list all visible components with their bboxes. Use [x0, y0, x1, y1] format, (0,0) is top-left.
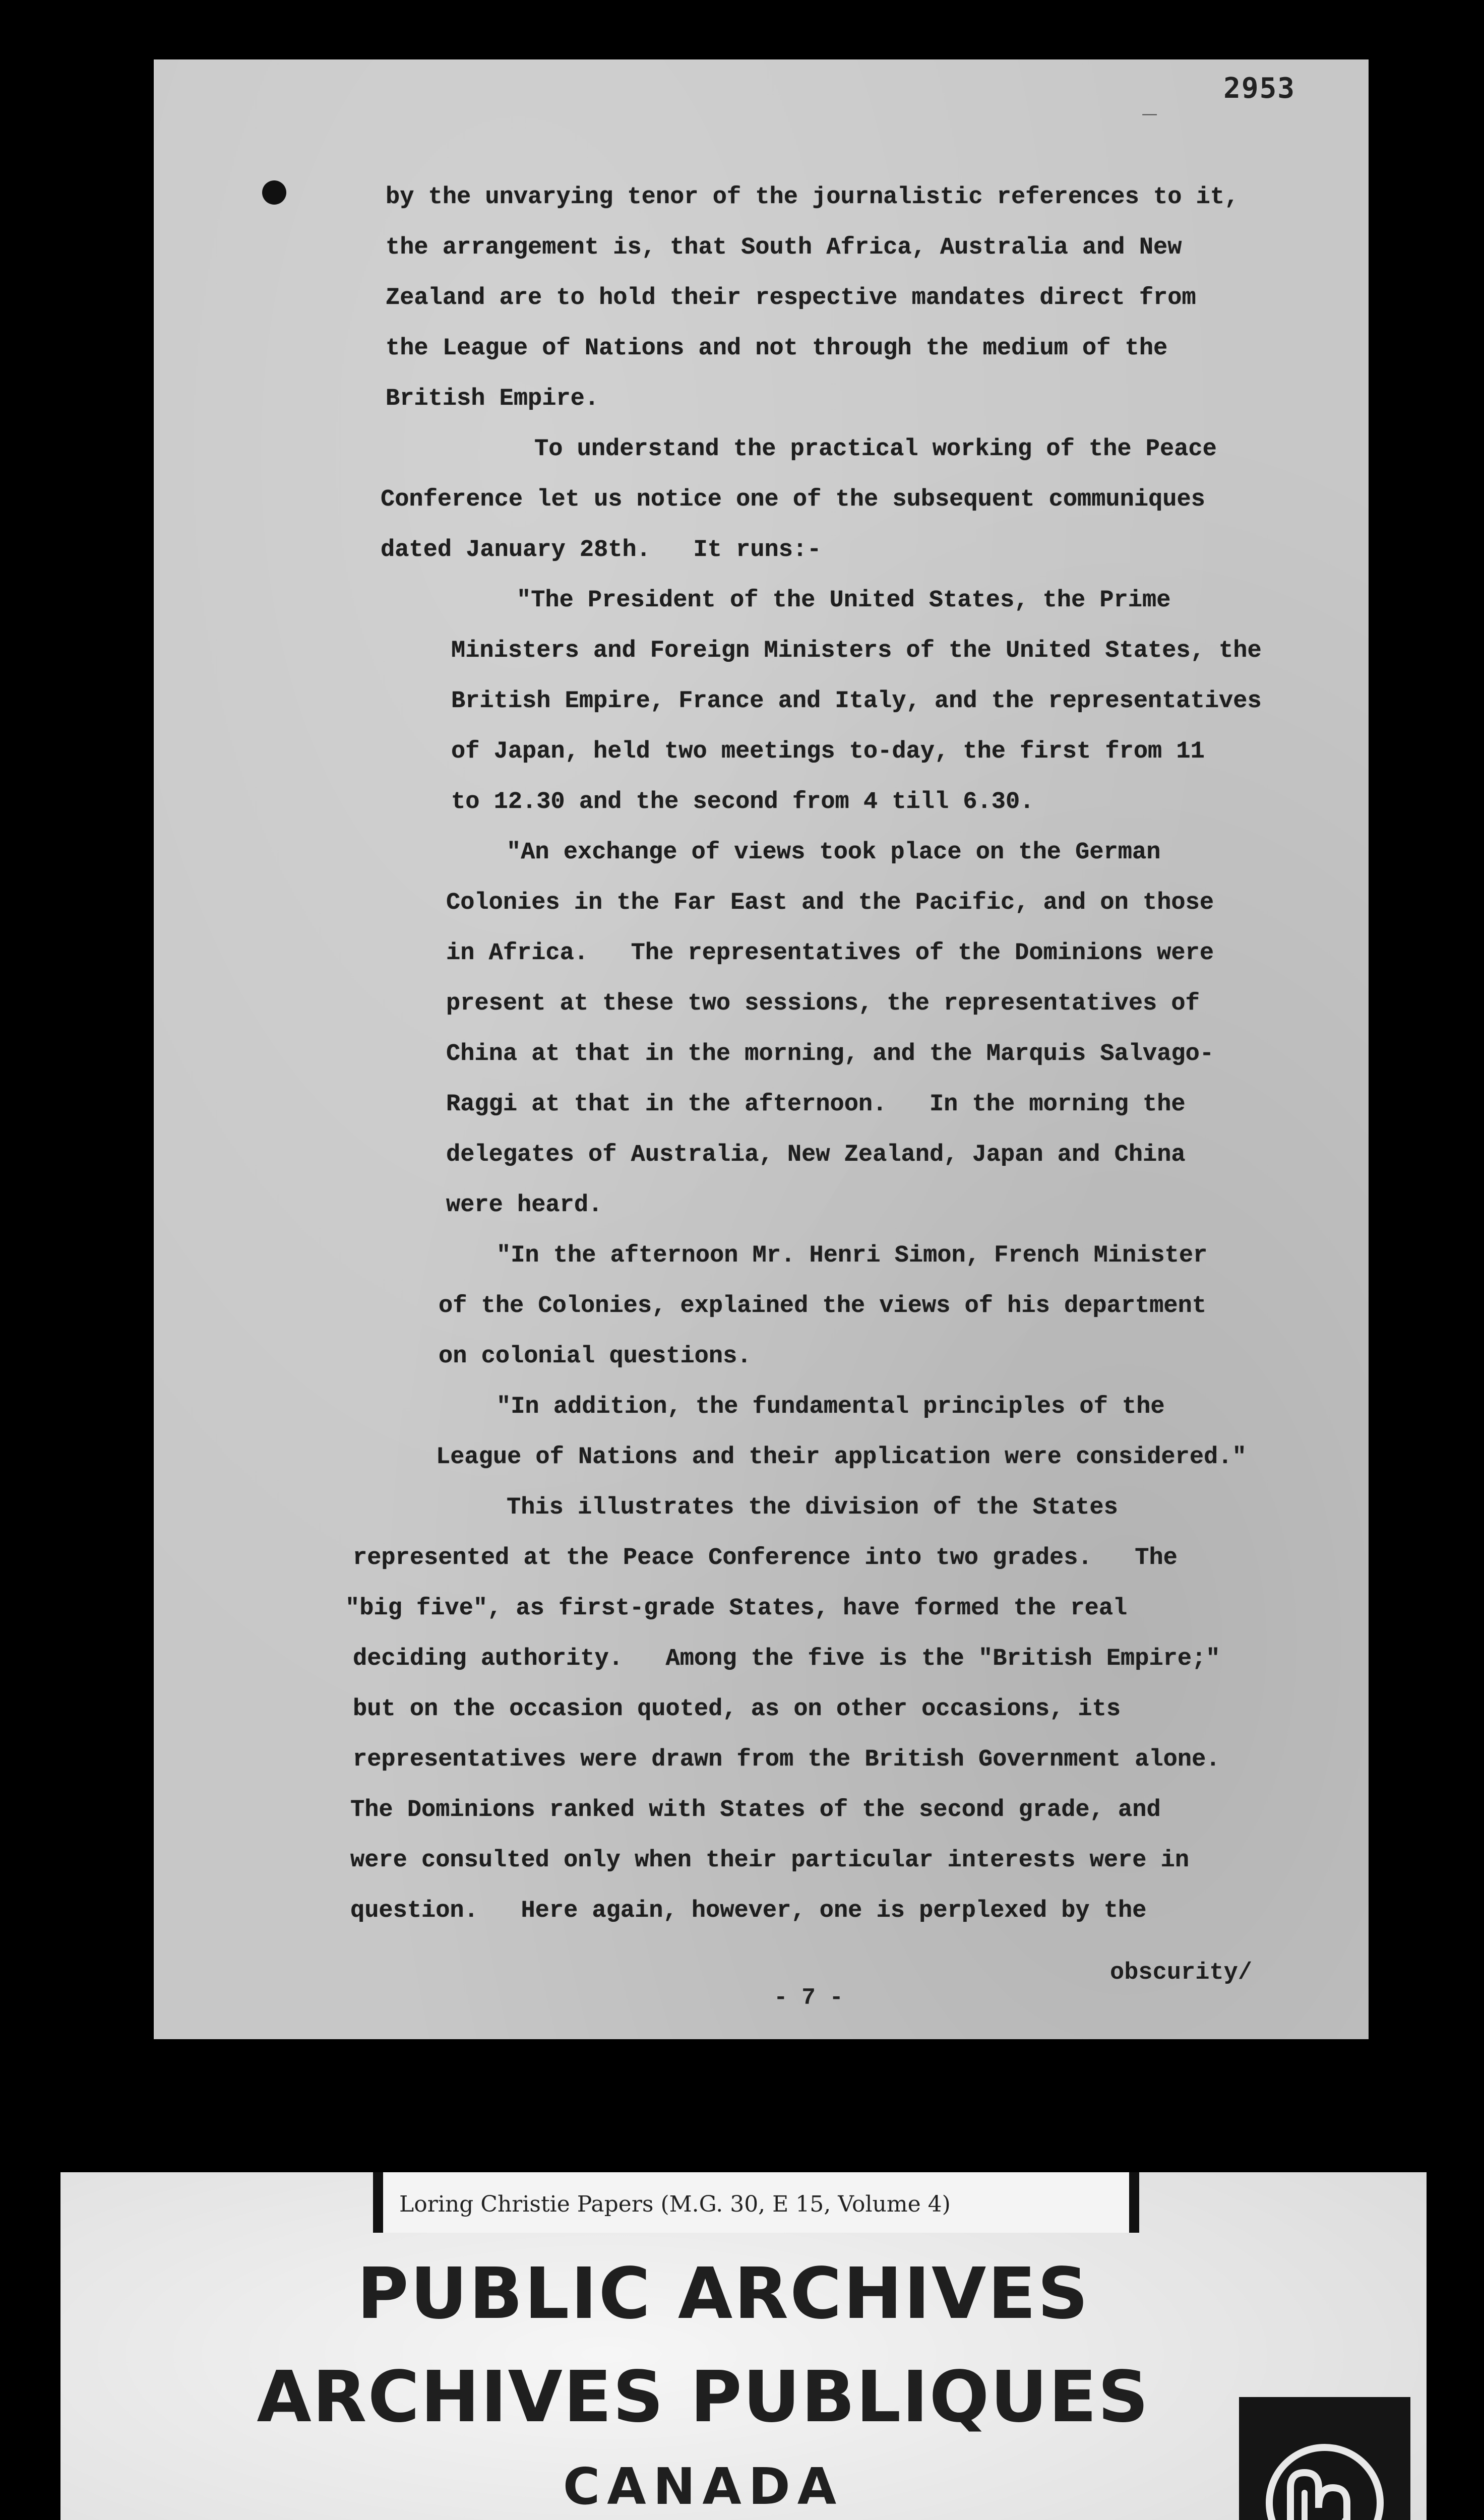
text-line: This illustrates the division of the States — [507, 1494, 1118, 1521]
text-line: to 12.30 and the second from 4 till 6.30. — [451, 789, 1034, 815]
footer-page-number: - 7 - — [774, 1985, 844, 2011]
text-line: question. Here again, however, one is perplexed by the — [350, 1898, 1147, 1924]
page-mark: _ — [1142, 87, 1157, 115]
typed-body — [154, 59, 1369, 2039]
archive-title-french: ARCHIVES PUBLIQUES — [257, 2356, 1150, 2438]
text-line: British Empire, France and Italy, and the representatives — [451, 688, 1262, 715]
text-line: To understand the practical working of the Peace — [534, 436, 1217, 463]
text-line: the League of Nations and not through the medium of the — [386, 335, 1168, 362]
text-line: present at these two sessions, the representatives of — [446, 990, 1200, 1017]
text-line: League of Nations and their application were considered." — [436, 1444, 1247, 1471]
archive-label-card — [60, 2172, 1427, 2520]
text-line: deciding authority. Among the five is the "British Empire;" — [353, 1646, 1220, 1672]
text-line: were heard. — [446, 1192, 603, 1219]
text-line: "big five", as first-grade States, have formed the real — [345, 1595, 1128, 1622]
typed-document-page — [154, 59, 1369, 2039]
text-line: British Empire. — [386, 386, 599, 412]
collection-reference: Loring Christie Papers (M.G. 30, E 15, Volume 4) — [399, 2191, 951, 2217]
text-line: The Dominions ranked with States of the second grade, and — [350, 1797, 1161, 1823]
text-line: Zealand are to hold their respective mandates direct from — [386, 285, 1196, 311]
reference-slip — [373, 2172, 1139, 2233]
text-line: Conference let us notice one of the subsequent communiques — [381, 486, 1205, 513]
text-line: but on the occasion quoted, as on other occasions, its — [353, 1696, 1121, 1723]
archives-logo-mark — [1254, 2432, 1395, 2520]
text-line: Ministers and Foreign Ministers of the United States, the — [451, 638, 1262, 664]
archive-country: CANADA — [563, 2457, 844, 2516]
text-line: China at that in the morning, and the Marquis Salvago- — [446, 1041, 1214, 1067]
text-line: "The President of the United States, the Prime — [517, 587, 1171, 614]
archive-title-english: PUBLIC ARCHIVES — [357, 2253, 1090, 2335]
text-line: represented at the Peace Conference into two grades. The — [353, 1545, 1178, 1571]
text-line: the arrangement is, that South Africa, Australia and New — [386, 234, 1182, 261]
text-line: on colonial questions. — [439, 1343, 752, 1370]
text-line: of the Colonies, explained the views of his department — [439, 1293, 1207, 1319]
text-line: "An exchange of views took place on the German — [507, 839, 1161, 866]
text-line: representatives were drawn from the British Government alone. — [353, 1746, 1220, 1773]
text-line: by the unvarying tenor of the journalistic references to it, — [386, 184, 1239, 211]
text-line: delegates of Australia, New Zealand, Japan and China — [446, 1142, 1186, 1168]
catch-word: obscurity/ — [1110, 1960, 1253, 1986]
text-line: were consulted only when their particular interests were in — [350, 1847, 1190, 1874]
text-line: "In the afternoon Mr. Henri Simon, French Minister — [497, 1242, 1208, 1269]
text-line: Raggi at that in the afternoon. In the morning the — [446, 1091, 1186, 1118]
text-line: dated January 28th. It runs:- — [381, 537, 822, 563]
text-line: of Japan, held two meetings to-day, the first from 11 — [451, 738, 1205, 765]
text-line: in Africa. The representatives of the Dominions were — [446, 940, 1214, 967]
archives-canada-logo-icon — [1239, 2397, 1410, 2520]
text-line: "In addition, the fundamental principles of the — [497, 1394, 1165, 1420]
text-line: Colonies in the Far East and the Pacific, and on those — [446, 890, 1214, 916]
page-number: 2953 — [1223, 72, 1295, 105]
